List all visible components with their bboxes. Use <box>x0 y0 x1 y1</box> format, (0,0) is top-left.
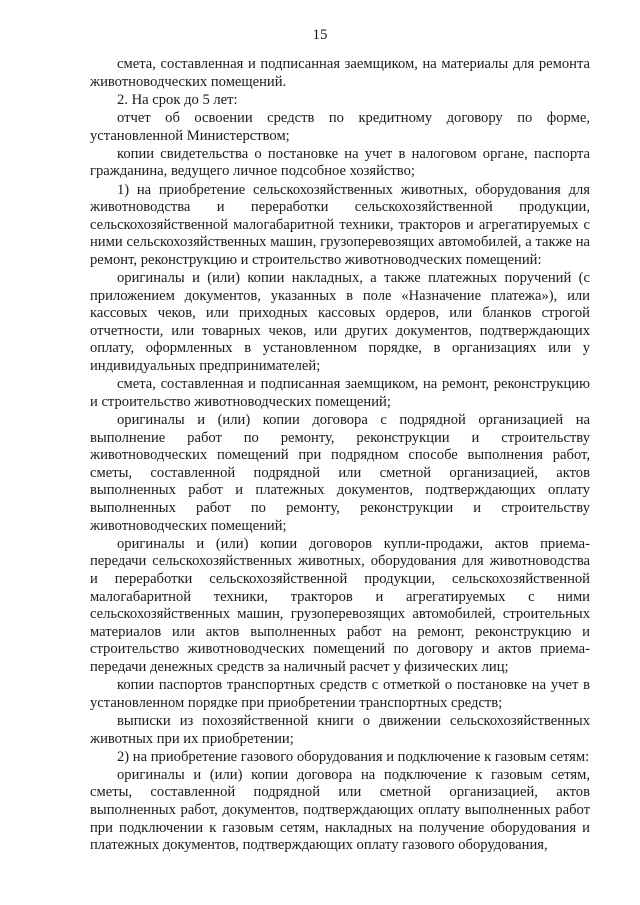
paragraph: оригиналы и (или) копии договора на подключение к газовым сетям, сметы, составленной подрядной или сметной организацией, актов выполненных работ, документов, подтверждающих оплату выполненных работ при подключении к газовым сетям, накладных на получение оборудования и платежных документов, подтверждающих оплату газового оборудования, <box>90 766 590 854</box>
paragraph: оригиналы и (или) копии накладных, а также платежных поручений (с приложением документов, указанных в поле «Назначение платежа»), или кассовых чеков, или приходных кассовых ордеров, или бланков строгой отчетности, или товарных чеков, или других документов, подтверждающих оплату, оформленных в установленном порядке, в организациях или у индивидуальных предпринимателей; <box>90 270 590 375</box>
paragraph: 1) на приобретение сельскохозяйственных животных, оборудования для животноводства и переработки сельскохозяйственной продукции, сельскохозяйственной малогабаритной техники, тракторов и агрегатируемых с ними сельскохозяйственных машин, грузоперевозящих автомобилей, а также на ремонт, реконструкцию и строительство животноводческих помещений: <box>90 181 590 268</box>
paragraph: выписки из похозяйственной книги о движении сельскохозяйственных животных при их приобретении; <box>90 712 590 747</box>
paragraph: смета, составленная и подписанная заемщиком, на материалы для ремонта животноводческих помещений. <box>90 56 590 90</box>
paragraph: 2) на приобретение газового оборудования и подключение к газовым сетям: <box>117 748 590 765</box>
document-body <box>90 56 590 855</box>
paragraph: отчет об освоении средств по кредитному договору по форме, установленной Министерством; <box>90 109 590 144</box>
paragraph: смета, составленная и подписанная заемщиком, на ремонт, реконструкцию и строительство животноводческих помещений; <box>90 376 590 410</box>
page-number: 15 <box>312 27 328 43</box>
paragraph: копии паспортов транспортных средств с отметкой о постановке на учет в установленном порядке при приобретении транспортных средств; <box>90 677 590 711</box>
paragraph: оригиналы и (или) копии договоров купли-продажи, актов приема-передачи сельскохозяйственных животных, оборудования для животноводства и переработки сельскохозяйственной продукции, сельскохозяйственной малогабаритной техники, тракторов и агрегатируемых с ними сельскохозяйственных машин, грузоперевозящих автомобилей, строительных материалов или актов выполненных работ на ремонт, реконструкцию и строительство животноводческих помещений по договору и актов приема-передачи денежных средств за наличный расчет у физических лиц; <box>90 535 590 675</box>
paragraph: копии свидетельства о постановке на учет в налоговом органе, паспорта гражданина, ведущего личное подсобное хозяйство; <box>90 145 590 180</box>
paragraph: 2. На срок до 5 лет: <box>117 91 238 108</box>
paragraph: оригиналы и (или) копии договора с подрядной организацией на выполнение работ по ремонту, реконструкции и строительству животноводческих помещений при подрядном способе выполнения работ, сметы, составленной подрядной или сметной организацией, актов выполненных работ и платежных документов, подтверждающих оплату выполненных работ по ремонту, реконструкции и строительству животноводческих помещений; <box>90 412 590 534</box>
